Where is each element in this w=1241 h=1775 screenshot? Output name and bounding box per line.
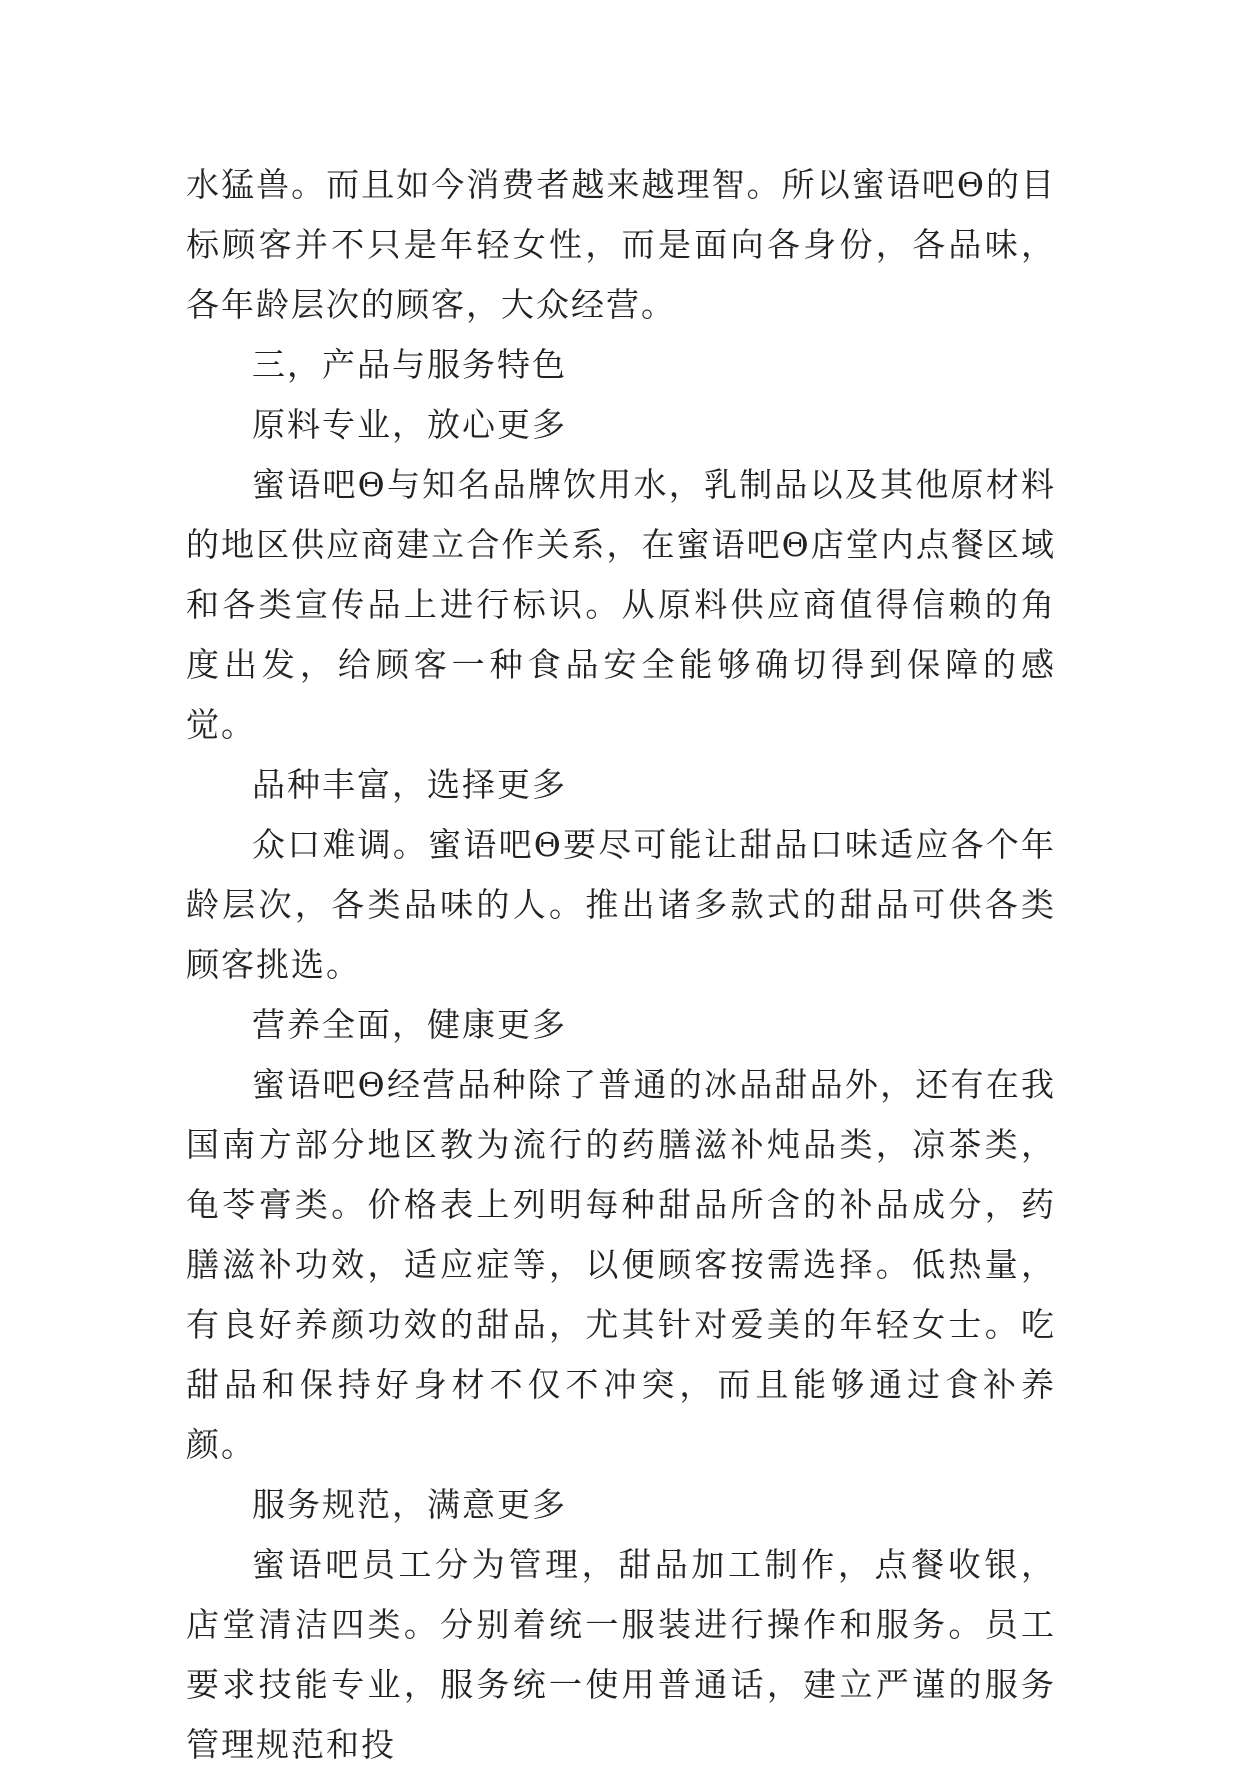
section-heading-products-services: 三，产品与服务特色 [252, 345, 567, 384]
paragraph-variety: 众口难调。蜜语吧Θ要尽可能让甜品口味适应各个年龄层次，各类品味的人。推出诸多款式的甜品可供各类顾客挑选。 [186, 825, 1056, 984]
subheading-ingredients: 原料专业，放心更多 [252, 405, 567, 444]
paragraph-ingredients: 蜜语吧Θ与知名品牌饮用水，乳制品以及其他原材料的地区供应商建立合作关系，在蜜语吧Θ店堂内点餐区域和各类宣传品上进行标识。从原料供应商值得信赖的角度出发，给顾客一种食品安全能够确切得到保障的感觉。 [186, 465, 1056, 744]
subheading-service: 服务规范，满意更多 [252, 1485, 567, 1524]
paragraph-service: 蜜语吧员工分为管理，甜品加工制作，点餐收银，店堂清洁四类。分别着统一服装进行操作和服务。员工要求技能专业，服务统一使用普通话，建立严谨的服务管理规范和投 [186, 1545, 1056, 1764]
document-body [186, 155, 1056, 1775]
subheading-variety: 品种丰富，选择更多 [252, 765, 567, 804]
subheading-nutrition: 营养全面，健康更多 [252, 1005, 567, 1044]
paragraph-nutrition: 蜜语吧Θ经营品种除了普通的冰品甜品外，还有在我国南方部分地区教为流行的药膳滋补炖品类，凉茶类，龟苓膏类。价格表上列明每种甜品所含的补品成分，药膳滋补功效，适应症等，以便顾客按需选择。低热量，有良好养颜功效的甜品，尤其针对爱美的年轻女士。吃甜品和保持好身材不仅不冲突，而且能够通过食补养颜。 [186, 1065, 1056, 1464]
paragraph-continuation: 水猛兽。而且如今消费者越来越理智。所以蜜语吧Θ的目标顾客并不只是年轻女性，而是面向各身份，各品味，各年龄层次的顾客，大众经营。 [186, 165, 1056, 324]
